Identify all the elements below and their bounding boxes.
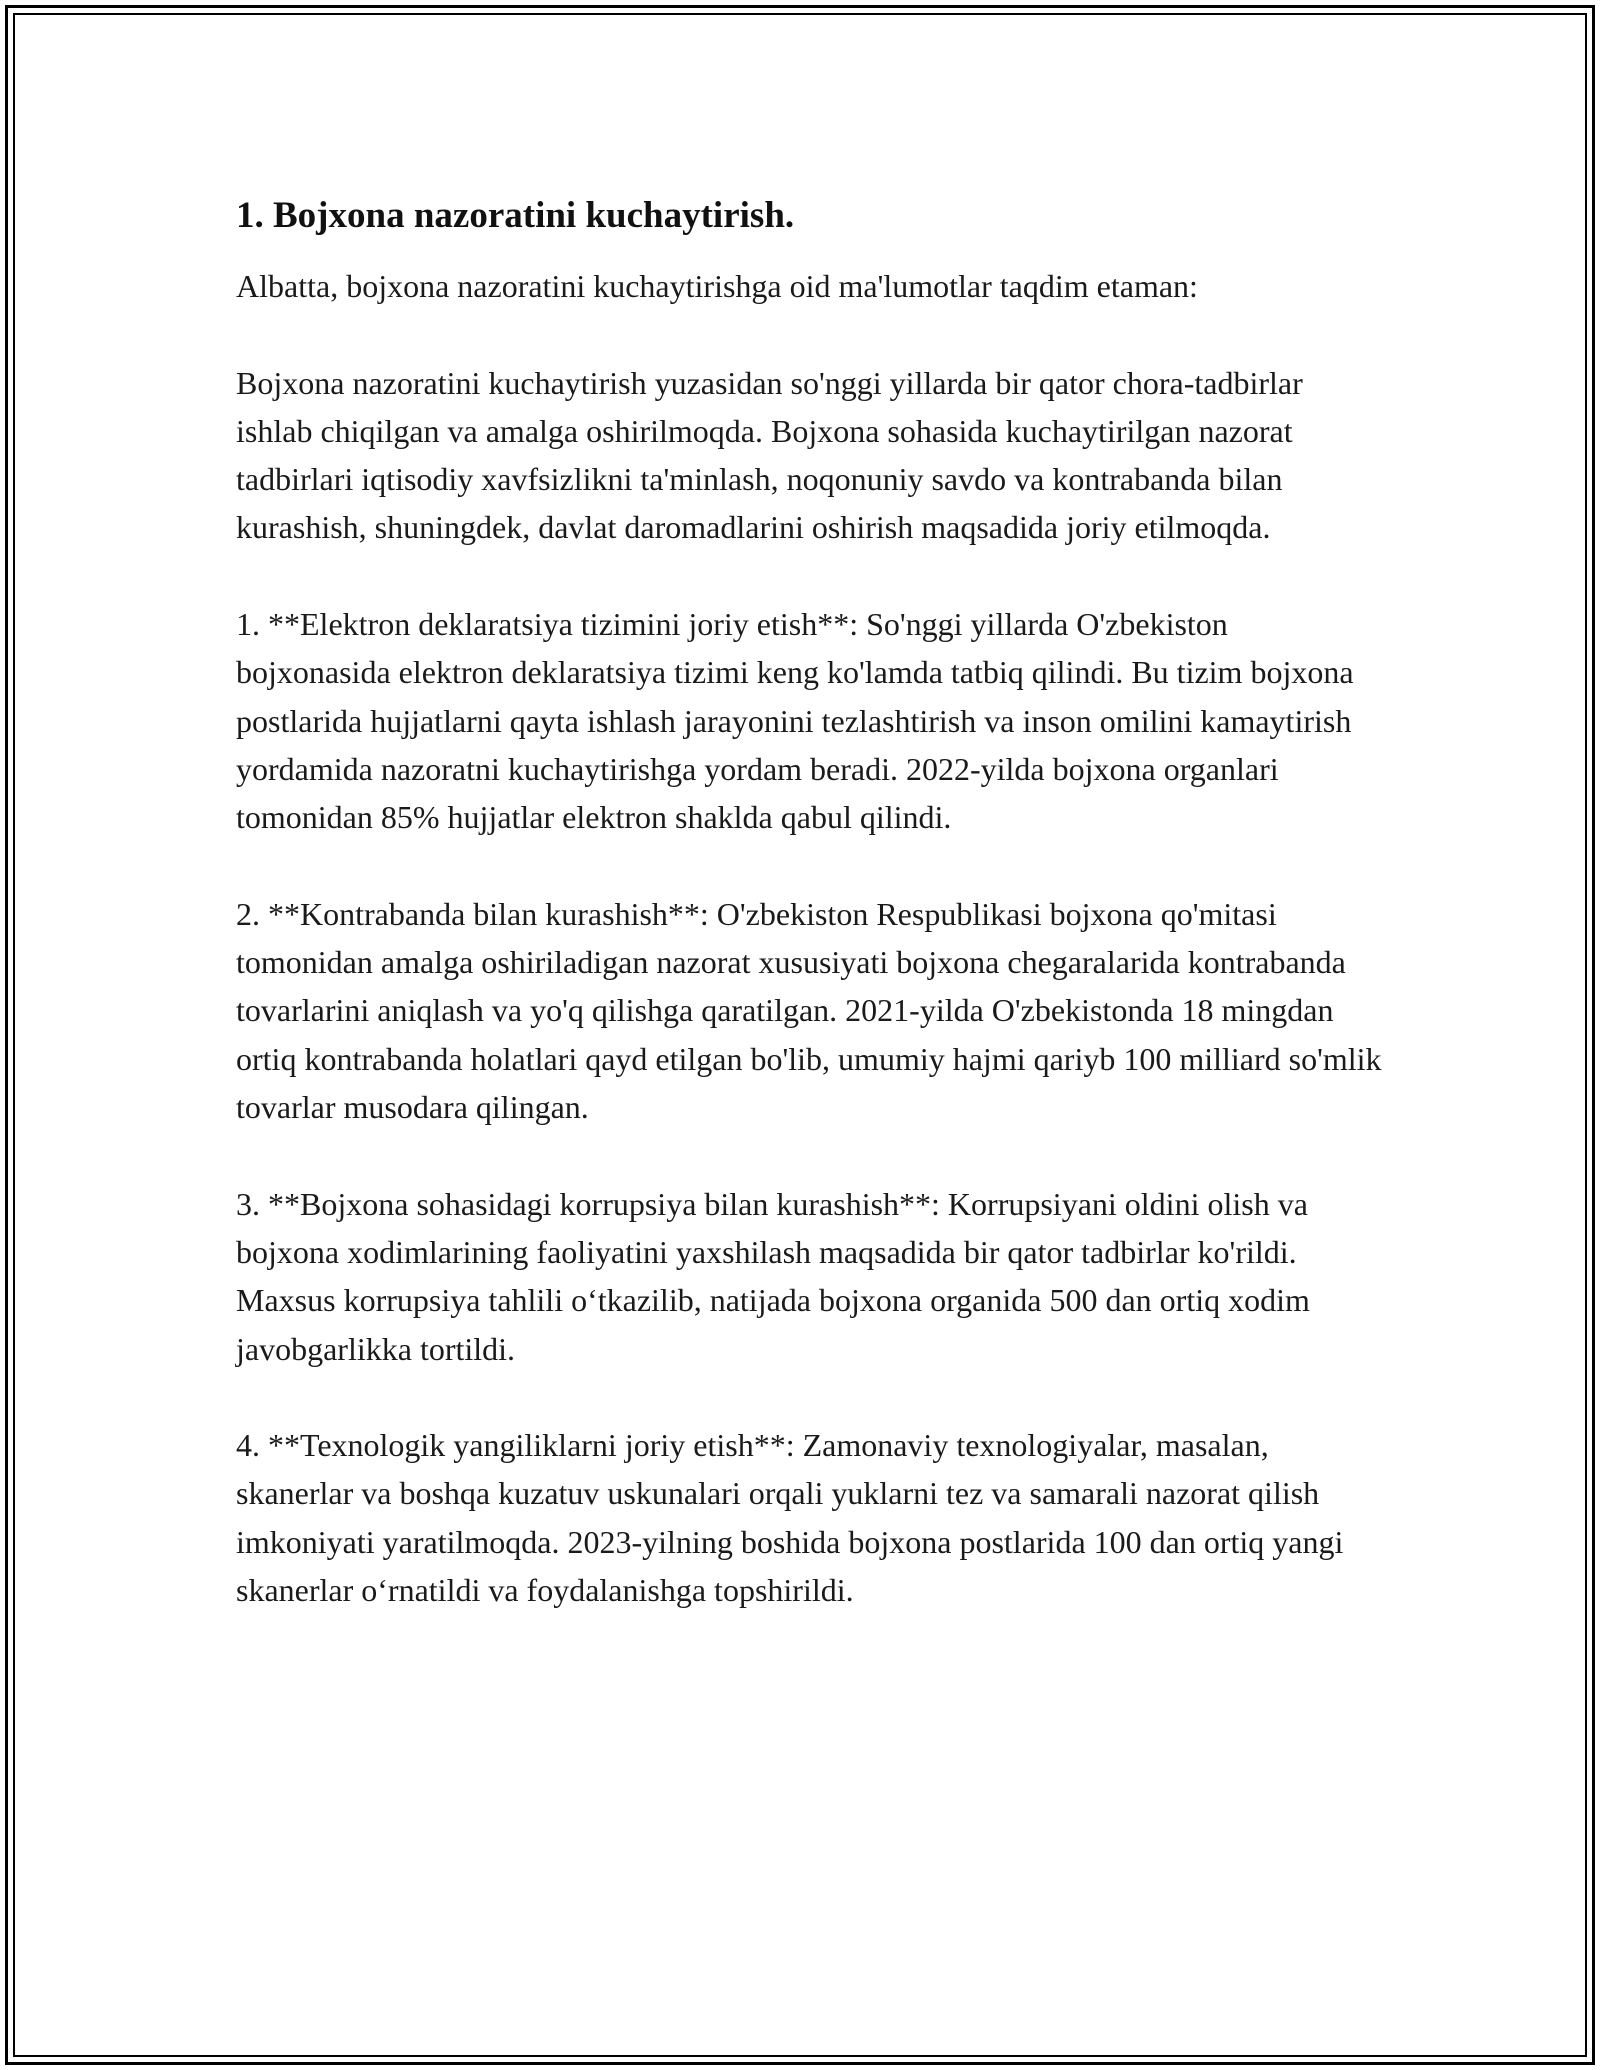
overview-paragraph: Bojxona nazoratini kuchaytirish yuzasidan so'nggi yillarda bir qator chora-tadbirlar ishlab chiqilgan va amalga oshirilmoqda. Bojxona sohasida kuchaytirilgan nazorat tadbirlari iqtisodiy xavfsizlikni ta'minlash, noqonuniy savdo va kontrabanda bilan kurashish, shuningdek, davlat daromadlarini oshirish maqsadida joriy etilmoqda. (236, 364, 1303, 546)
point-2-paragraph: 2. **Kontrabanda bilan kurashish**: O'zbekiston Respublikasi bojxona qo'mitasi tomonidan amalga oshiriladigan nazorat xususiyati bojxona chegaralarida kontrabanda tovarlarini aniqlash va yo'q qilishga qaratilgan. 2021-yilda O'zbekistonda 18 mingdan ortiq kontrabanda holatlari qayd etilgan bo'lib, umumiy hajmi qariyb 100 milliard so'mlik tovarlar musodara qilingan. (236, 895, 1382, 1126)
point-3-paragraph: 3. **Bojxona sohasidagi korrupsiya bilan kurashish**: Korrupsiyani oldini olish va bojxona xodimlarining faoliyatini yaxshilash maqsadida bir qator tadbirlar ko'rildi. Maxsus korrupsiya tahlili o‘tkazilib, natijada bojxona organida 500 dan ortiq xodim javobgarlikka tortildi. (236, 1185, 1310, 1367)
document-title: 1. Bojxona nazoratini kuchaytirish. (236, 195, 795, 236)
document-body (236, 188, 1386, 1663)
point-1-paragraph: 1. **Elektron deklaratsiya tizimini joriy etish**: So'nggi yillarda O'zbekiston bojxonasida elektron deklaratsiya tizimi keng ko'lamda tatbiq qilindi. Bu tizim bojxona postlarida hujjatlarni qayta ishlash jarayonini tezlashtirish va inson omilini kamaytirish yordamida nazoratni kuchaytirishga yordam beradi. 2022-yilda bojxona organlari tomonidan 85% hujjatlar elektron shaklda qabul qilindi. (236, 606, 1354, 836)
intro-paragraph: Albatta, bojxona nazoratini kuchaytirishga oid ma'lumotlar taqdim etaman: (236, 268, 1198, 304)
point-4-paragraph: 4. **Texnologik yangiliklarni joriy etish**: Zamonaviy texnologiyalar, masalan, skanerlar va boshqa kuzatuv uskunalari orqali yuklarni tez va samarali nazorat qilish imkoniyati yaratilmoqda. 2023-yilning boshida bojxona postlarida 100 dan ortiq yangi skanerlar o‘rnatildi va foydalanishga topshirildi. (236, 1427, 1344, 1609)
